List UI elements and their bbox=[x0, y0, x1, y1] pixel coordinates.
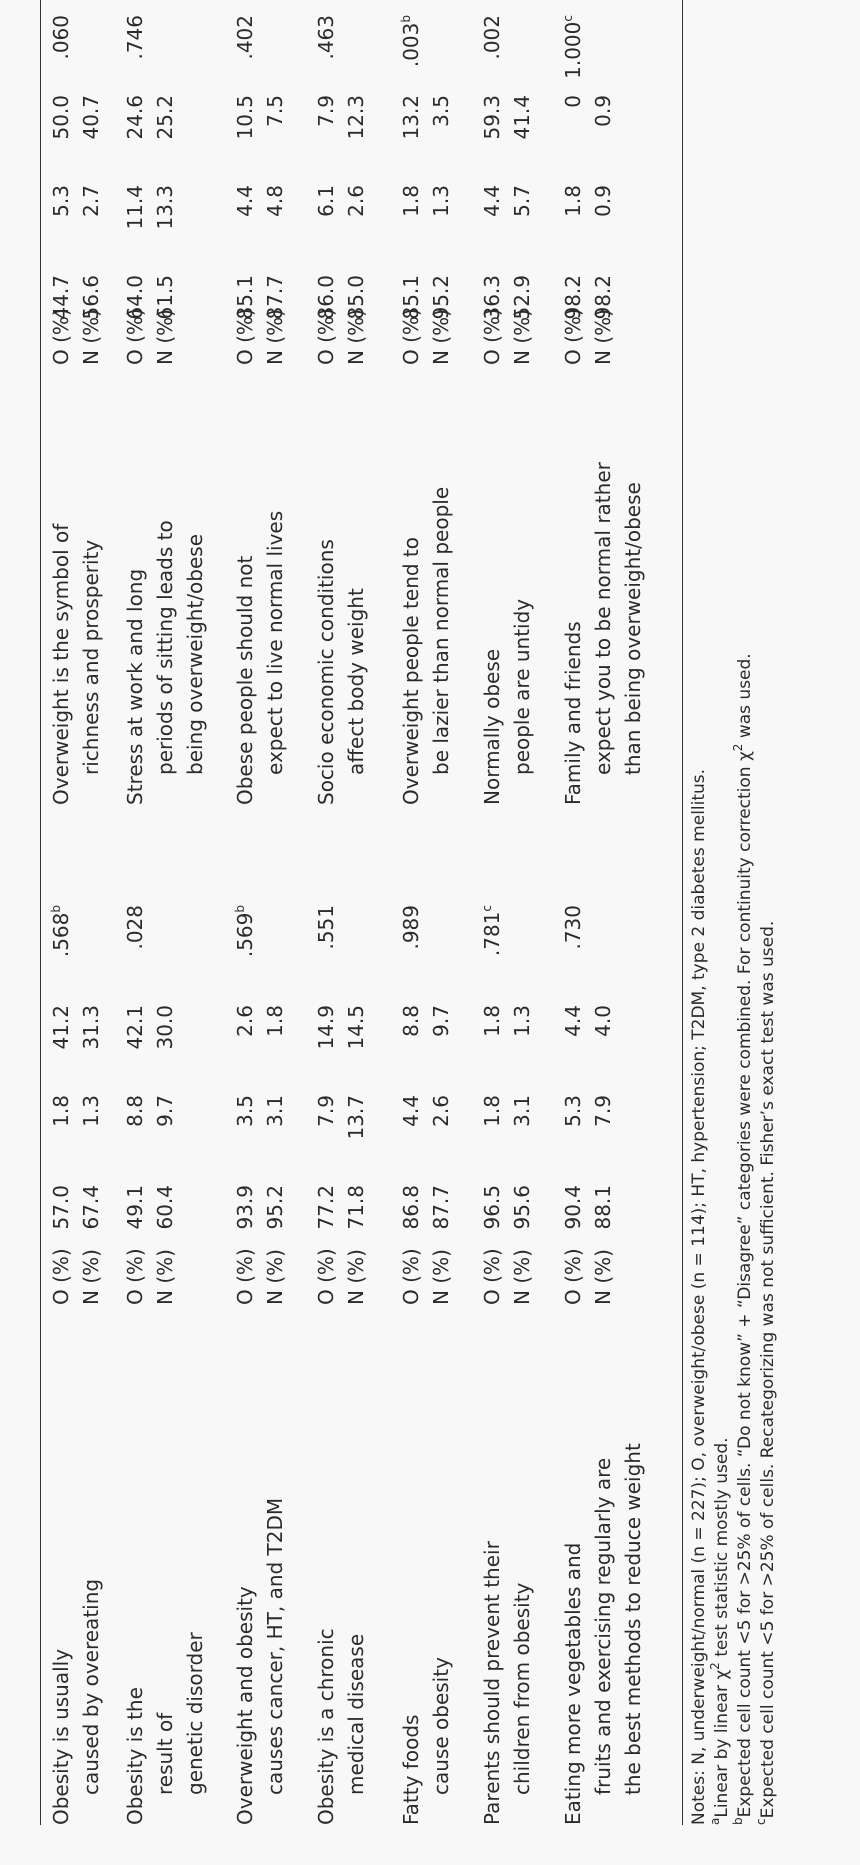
left-o-value: 96.5 bbox=[480, 1185, 504, 1230]
left-n-value: 14.5 bbox=[344, 1005, 368, 1050]
right-statement-line: Overweight is the symbol of bbox=[49, 523, 73, 805]
group-label-n: N (%) bbox=[153, 1249, 177, 1305]
left-statement-line: Overweight and obesity bbox=[233, 1586, 257, 1825]
right-n-value: 85.0 bbox=[344, 275, 368, 320]
left-p-value: .730 bbox=[561, 905, 585, 950]
left-statement-line: causes cancer, HT, and T2DM bbox=[263, 1497, 287, 1795]
left-o-value: 57.0 bbox=[49, 1185, 73, 1230]
left-n-value: 2.6 bbox=[429, 1095, 453, 1127]
right-o-value: 0 bbox=[561, 95, 585, 108]
right-o-value: 10.5 bbox=[233, 95, 257, 140]
right-p-value: .746 bbox=[123, 15, 147, 60]
right-o-value: 36.3 bbox=[480, 275, 504, 320]
left-p-value: .551 bbox=[314, 905, 338, 950]
left-o-value: 49.1 bbox=[123, 1185, 147, 1230]
right-p-value: .002 bbox=[480, 15, 504, 60]
group-label-n: N (%) bbox=[263, 1249, 287, 1305]
right-o-value: 44.7 bbox=[49, 275, 73, 320]
right-p-value: .402 bbox=[233, 15, 257, 60]
right-statement-line: than being overweight/obese bbox=[621, 482, 645, 775]
right-statement-line: Family and friends bbox=[561, 621, 585, 805]
right-o-value: 6.1 bbox=[314, 185, 338, 217]
right-n-value: 56.6 bbox=[79, 275, 103, 320]
right-statement-line: Socio economic conditions bbox=[314, 539, 338, 805]
group-label-n: N (%) bbox=[591, 1249, 615, 1305]
notes-divider bbox=[682, 0, 683, 1825]
right-n-value: 61.5 bbox=[153, 275, 177, 320]
table-footnote-c: $^c$Expected cell count <5 for >25% of cells. Recategorizing was not sufficient. Fisher’s exact test was used. bbox=[754, 920, 778, 1825]
group-label-o: O (%) bbox=[123, 1248, 147, 1305]
left-o-value: 1.8 bbox=[480, 1005, 504, 1037]
right-n-value: 2.7 bbox=[79, 185, 103, 217]
right-o-value: 85.1 bbox=[233, 275, 257, 320]
group-label-o: O (%) bbox=[314, 1248, 338, 1305]
group-label-o: O (%) bbox=[123, 308, 147, 365]
right-statement-line: periods of sitting leads to bbox=[153, 520, 177, 775]
table-note-abbreviations: Notes: N, underweight/normal (n = 227); O, overweight/obese (n = 114); HT, hypertension; T2DM, type 2 diabetes mellitus. bbox=[689, 768, 709, 1825]
group-label-n: N (%) bbox=[510, 1249, 534, 1305]
left-p-value: .568$^b$ bbox=[49, 905, 73, 958]
group-label-o: O (%) bbox=[480, 1248, 504, 1305]
right-statement-line: people are untidy bbox=[510, 598, 534, 775]
left-n-value: 67.4 bbox=[79, 1185, 103, 1230]
right-n-value: 87.7 bbox=[263, 275, 287, 320]
right-o-value: 86.0 bbox=[314, 275, 338, 320]
group-label-n: N (%) bbox=[429, 1249, 453, 1305]
group-label-o: O (%) bbox=[561, 1248, 585, 1305]
left-n-value: 30.0 bbox=[153, 1005, 177, 1050]
right-n-value: 41.4 bbox=[510, 95, 534, 140]
right-p-value: .060 bbox=[49, 15, 73, 60]
left-n-value: 13.7 bbox=[344, 1095, 368, 1140]
right-statement-line: Stress at work and long bbox=[123, 568, 147, 805]
group-label-n: N (%) bbox=[591, 309, 615, 365]
group-label-n: N (%) bbox=[344, 1249, 368, 1305]
right-o-value: 24.6 bbox=[123, 95, 147, 140]
left-n-value: 1.3 bbox=[510, 1005, 534, 1037]
left-o-value: 90.4 bbox=[561, 1185, 585, 1230]
left-p-value: .781$^c$ bbox=[480, 905, 504, 957]
left-o-value: 41.2 bbox=[49, 1005, 73, 1050]
left-statement-line: Obesity is the bbox=[123, 1687, 147, 1825]
left-o-value: 2.6 bbox=[233, 1005, 257, 1037]
left-o-value: 14.9 bbox=[314, 1005, 338, 1050]
right-o-value: 98.2 bbox=[561, 275, 585, 320]
left-o-value: 3.5 bbox=[233, 1095, 257, 1127]
left-n-value: 4.0 bbox=[591, 1005, 615, 1037]
right-o-value: 1.8 bbox=[561, 185, 585, 217]
right-n-value: 7.5 bbox=[263, 95, 287, 127]
left-n-value: 60.4 bbox=[153, 1185, 177, 1230]
left-statement-line: Obesity is usually bbox=[49, 1648, 73, 1825]
right-n-value: 2.6 bbox=[344, 185, 368, 217]
right-statement-line: Normally obese bbox=[480, 648, 504, 805]
right-statement-line: being overweight/obese bbox=[183, 533, 207, 775]
right-n-value: 98.2 bbox=[591, 275, 615, 320]
right-statement-line: expect you to be normal rather bbox=[591, 462, 615, 775]
left-statement-line: genetic disorder bbox=[183, 1632, 207, 1795]
group-label-o: O (%) bbox=[399, 1248, 423, 1305]
right-n-value: 52.9 bbox=[510, 275, 534, 320]
right-n-value: 0.9 bbox=[591, 95, 615, 127]
left-o-value: 8.8 bbox=[399, 1005, 423, 1037]
left-n-value: 3.1 bbox=[263, 1095, 287, 1127]
group-label-o: O (%) bbox=[233, 308, 257, 365]
right-o-value: 50.0 bbox=[49, 95, 73, 140]
left-n-value: 95.6 bbox=[510, 1185, 534, 1230]
right-statement-line: Obese people should not bbox=[233, 555, 257, 805]
group-label-n: N (%) bbox=[510, 309, 534, 365]
group-label-o: O (%) bbox=[49, 308, 73, 365]
right-n-value: 40.7 bbox=[79, 95, 103, 140]
right-n-value: 13.3 bbox=[153, 185, 177, 230]
left-p-value: .989 bbox=[399, 905, 423, 950]
right-o-value: 5.3 bbox=[49, 185, 73, 217]
left-statement-line: cause obesity bbox=[429, 1657, 453, 1795]
right-statement-line: Overweight people tend to bbox=[399, 537, 423, 805]
group-label-n: N (%) bbox=[153, 309, 177, 365]
right-o-value: 59.3 bbox=[480, 95, 504, 140]
left-n-value: 95.2 bbox=[263, 1185, 287, 1230]
right-statement-line: affect body weight bbox=[344, 588, 368, 775]
left-o-value: 4.4 bbox=[399, 1095, 423, 1127]
right-n-value: 4.8 bbox=[263, 185, 287, 217]
right-n-value: 12.3 bbox=[344, 95, 368, 140]
group-label-o: O (%) bbox=[399, 308, 423, 365]
left-o-value: 4.4 bbox=[561, 1005, 585, 1037]
left-n-value: 3.1 bbox=[510, 1095, 534, 1127]
group-label-o: O (%) bbox=[49, 1248, 73, 1305]
left-n-value: 1.3 bbox=[79, 1095, 103, 1127]
left-n-value: 87.7 bbox=[429, 1185, 453, 1230]
right-statement-line: be lazier than normal people bbox=[429, 486, 453, 775]
table-footnote-b: $^b$Expected cell count <5 for >25% of cells. “Do not know” + “Disagree” categories were combined. For continuity correction $\chi^2$ was used. bbox=[731, 653, 755, 1825]
group-label-n: N (%) bbox=[263, 309, 287, 365]
left-statement-line: the best methods to reduce weight bbox=[621, 1443, 645, 1795]
right-n-value: 0.9 bbox=[591, 185, 615, 217]
right-o-value: 85.1 bbox=[399, 275, 423, 320]
right-n-value: 25.2 bbox=[153, 95, 177, 140]
left-statement-line: Eating more vegetables and bbox=[561, 1542, 585, 1825]
left-statement-line: children from obesity bbox=[510, 1582, 534, 1795]
group-label-o: O (%) bbox=[561, 308, 585, 365]
right-n-value: 5.7 bbox=[510, 185, 534, 217]
left-n-value: 31.3 bbox=[79, 1005, 103, 1050]
left-statement-line: medical disease bbox=[344, 1633, 368, 1795]
right-o-value: 64.0 bbox=[123, 275, 147, 320]
left-n-value: 9.7 bbox=[153, 1095, 177, 1127]
group-label-o: O (%) bbox=[233, 1248, 257, 1305]
group-label-o: O (%) bbox=[314, 308, 338, 365]
right-n-value: 95.2 bbox=[429, 275, 453, 320]
group-label-n: N (%) bbox=[79, 309, 103, 365]
left-statement-line: Fatty foods bbox=[399, 1714, 423, 1825]
table-footnote-a: $^a$Linear by linear $\chi^2$ test statistic mostly used. bbox=[708, 1437, 732, 1825]
right-p-value: 1.000$^c$ bbox=[561, 15, 585, 79]
left-statement-line: Obesity is a chronic bbox=[314, 1628, 338, 1825]
table-bottom-rule bbox=[40, 0, 41, 1825]
right-statement-line: richness and prosperity bbox=[79, 539, 103, 775]
right-n-value: 1.3 bbox=[429, 185, 453, 217]
right-statement-line: expect to live normal lives bbox=[263, 510, 287, 775]
right-n-value: 3.5 bbox=[429, 95, 453, 127]
right-o-value: 7.9 bbox=[314, 95, 338, 127]
left-o-value: 42.1 bbox=[123, 1005, 147, 1050]
right-o-value: 11.4 bbox=[123, 185, 147, 230]
left-o-value: 77.2 bbox=[314, 1185, 338, 1230]
left-n-value: 71.8 bbox=[344, 1185, 368, 1230]
group-label-n: N (%) bbox=[344, 309, 368, 365]
left-o-value: 93.9 bbox=[233, 1185, 257, 1230]
left-o-value: 86.8 bbox=[399, 1185, 423, 1230]
left-n-value: 88.1 bbox=[591, 1185, 615, 1230]
left-n-value: 9.7 bbox=[429, 1005, 453, 1037]
left-p-value: .569$^b$ bbox=[233, 905, 257, 958]
right-o-value: 1.8 bbox=[399, 185, 423, 217]
left-o-value: 1.8 bbox=[480, 1095, 504, 1127]
left-statement-line: Parents should prevent their bbox=[480, 1541, 504, 1825]
right-p-value: .463 bbox=[314, 15, 338, 60]
left-o-value: 7.9 bbox=[314, 1095, 338, 1127]
left-n-value: 1.8 bbox=[263, 1005, 287, 1037]
left-n-value: 7.9 bbox=[591, 1095, 615, 1127]
left-statement-line: caused by overeating bbox=[79, 1578, 103, 1795]
left-statement-line: result of bbox=[153, 1712, 177, 1795]
right-o-value: 4.4 bbox=[233, 185, 257, 217]
left-o-value: 5.3 bbox=[561, 1095, 585, 1127]
left-o-value: 8.8 bbox=[123, 1095, 147, 1127]
group-label-o: O (%) bbox=[480, 308, 504, 365]
left-statement-line: fruits and exercising regularly are bbox=[591, 1457, 615, 1795]
right-p-value: .003$^b$ bbox=[399, 15, 423, 68]
left-p-value: .028 bbox=[123, 905, 147, 950]
group-label-n: N (%) bbox=[429, 309, 453, 365]
left-o-value: 1.8 bbox=[49, 1095, 73, 1127]
right-o-value: 13.2 bbox=[399, 95, 423, 140]
right-o-value: 4.4 bbox=[480, 185, 504, 217]
group-label-n: N (%) bbox=[79, 1249, 103, 1305]
